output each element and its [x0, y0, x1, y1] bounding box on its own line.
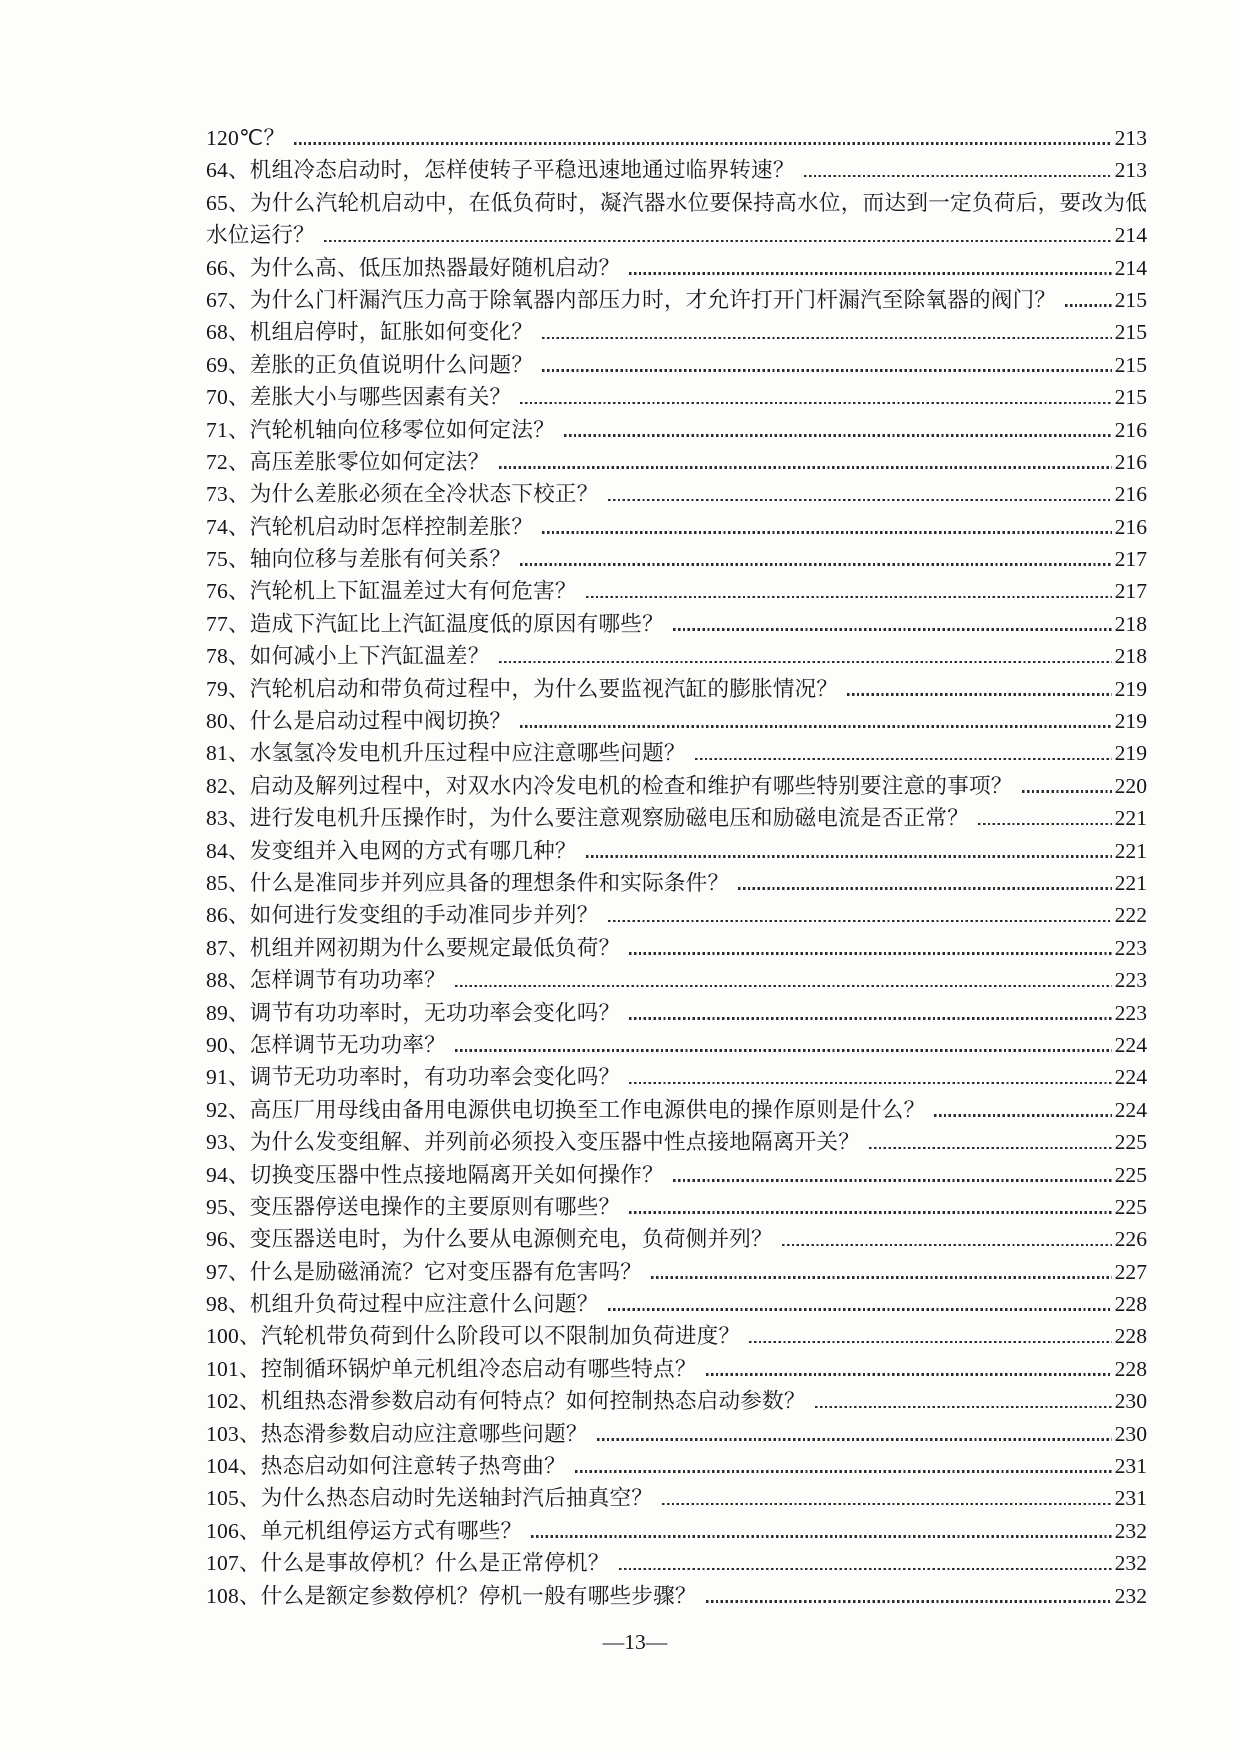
toc-entry-text: 81、水氢氢冷发电机升压过程中应注意哪些问题？ — [206, 741, 686, 766]
toc-entry — [206, 1450, 1147, 1482]
toc-entry — [206, 673, 1147, 705]
dot-leader — [629, 1082, 1111, 1085]
toc-entry-page-number: 217 — [1114, 547, 1147, 572]
dot-leader — [706, 1373, 1112, 1376]
toc-entry — [206, 414, 1147, 446]
toc-entry-text: 96、变压器送电时，为什么要从电源侧充电，负荷侧并列？ — [206, 1227, 773, 1252]
toc-entry — [206, 349, 1147, 381]
page-number-label: —13— — [602, 1630, 668, 1654]
toc-entry-page-number: 213 — [1114, 158, 1147, 183]
dot-leader — [520, 402, 1111, 405]
toc-entry — [206, 932, 1147, 964]
toc-entry — [206, 899, 1147, 931]
toc-entry-text: 93、为什么发变组解、并列前必须投入变压器中性点接地隔离开关？ — [206, 1130, 861, 1155]
toc-entry — [206, 1094, 1147, 1126]
toc-entry-text: 91、调节无功功率时，有功功率会变化吗？ — [206, 1065, 621, 1090]
toc-entry-page-number: 223 — [1114, 968, 1147, 993]
toc-entry-page-number: 228 — [1114, 1292, 1147, 1317]
toc-entry-text: 83、进行发电机升压操作时，为什么要注意观察励磁电压和励磁电流是否正常？ — [206, 806, 969, 831]
toc-entry-page-number: 216 — [1114, 482, 1147, 507]
toc-entry-text: 78、如何减小上下汽缸温差？ — [206, 644, 490, 669]
dot-leader — [542, 337, 1112, 340]
toc-entry — [206, 1159, 1147, 1191]
toc-entry-text: 76、汽轮机上下缸温差过大有何危害？ — [206, 579, 577, 604]
toc-entry-page-number: 221 — [1114, 838, 1147, 863]
toc-entry-text: 95、变压器停送电操作的主要原则有哪些？ — [206, 1194, 621, 1219]
toc-entry-text: 90、怎样调节无功功率？ — [206, 1032, 446, 1057]
dot-leader — [608, 499, 1112, 502]
toc-entry-text: 69、差胀的正负值说明什么问题？ — [206, 352, 534, 377]
toc-entry-page-number: 219 — [1114, 676, 1147, 701]
dot-leader — [520, 563, 1111, 566]
toc-entry-text: 79、汽轮机启动和带负荷过程中，为什么要监视汽缸的膨胀情况？ — [206, 676, 839, 701]
toc-entry — [206, 1353, 1147, 1385]
toc-entry-page-number: 215 — [1114, 385, 1147, 410]
toc-entry-text: 108、什么是额定参数停机？停机一般有哪些步骤？ — [206, 1583, 697, 1608]
toc-entry-text: 73、为什么差胀必须在全冷状态下校正？ — [206, 482, 599, 507]
toc-entry-page-number: 227 — [1114, 1259, 1147, 1284]
toc-entry-text: 65、为什么汽轮机启动中，在低负荷时，凝汽器水位要保持高水位，而达到一定负荷后，要改为低 — [206, 190, 1147, 215]
toc-entry-text: 89、调节有功功率时，无功功率会变化吗？ — [206, 1000, 621, 1025]
dot-leader — [782, 1244, 1112, 1247]
toc-entry — [206, 1418, 1147, 1450]
toc-entry — [206, 284, 1147, 316]
toc-entry-text: 70、差胀大小与哪些因素有关？ — [206, 385, 512, 410]
toc-entry — [206, 1482, 1147, 1514]
dot-leader — [629, 1017, 1111, 1020]
dot-leader — [673, 628, 1112, 631]
toc-entry-text: 72、高压差胀零位如何定法？ — [206, 449, 490, 474]
toc-entry-text: 102、机组热态滑参数启动有何特点？如何控制热态启动参数？ — [206, 1389, 806, 1414]
dot-leader — [706, 1600, 1112, 1603]
toc-entry-text: 68、机组启停时，缸胀如何变化？ — [206, 320, 534, 345]
dot-leader — [934, 1114, 1111, 1117]
toc-entry-page-number: 219 — [1114, 741, 1147, 766]
toc-entry — [206, 575, 1147, 607]
dot-leader — [695, 758, 1112, 761]
toc-entry-page-number: 222 — [1114, 903, 1147, 928]
dot-leader — [673, 1179, 1112, 1182]
dot-leader — [608, 1308, 1112, 1311]
toc-entry-text: 74、汽轮机启动时怎样控制差胀？ — [206, 514, 534, 539]
toc-entry-page-number: 225 — [1114, 1130, 1147, 1155]
toc-entry-text: 104、热态启动如何注意转子热弯曲？ — [206, 1454, 566, 1479]
toc-entry-page-number: 214 — [1114, 255, 1147, 280]
toc-entry — [206, 1320, 1147, 1352]
toc-entry-page-number: 232 — [1114, 1518, 1147, 1543]
toc-entry — [206, 1288, 1147, 1320]
toc-entry — [206, 1223, 1147, 1255]
dot-leader — [455, 985, 1112, 988]
toc-entry — [206, 478, 1147, 510]
dot-leader — [629, 1211, 1111, 1214]
dot-leader — [629, 272, 1111, 275]
dot-leader — [978, 823, 1112, 826]
toc-entry — [206, 1547, 1147, 1579]
dot-leader — [586, 596, 1112, 599]
toc-entry-text: 88、怎样调节有功功率？ — [206, 968, 446, 993]
toc-entry — [206, 154, 1147, 186]
toc-entry-text: 101、控制循环锅炉单元机组冷态启动有哪些特点？ — [206, 1356, 697, 1381]
toc-entry-page-number: 223 — [1114, 935, 1147, 960]
toc-entry — [206, 1515, 1147, 1547]
toc-entry-page-number: 223 — [1114, 1000, 1147, 1025]
toc-entry — [206, 446, 1147, 478]
dot-leader — [608, 920, 1112, 923]
toc-entry-page-number: 230 — [1114, 1421, 1147, 1446]
dot-leader — [586, 855, 1112, 858]
toc-entry — [206, 1256, 1147, 1288]
toc-entry-text: 82、启动及解列过程中，对双水内冷发电机的检查和维护有哪些特别要注意的事项？ — [206, 773, 1013, 798]
toc-entry-page-number: 221 — [1114, 870, 1147, 895]
toc-entry — [206, 705, 1147, 737]
toc-entry — [206, 1580, 1147, 1612]
toc-entry-page-number: 216 — [1114, 514, 1147, 539]
dot-leader — [294, 142, 1111, 145]
toc-entry-page-number: 220 — [1114, 773, 1147, 798]
toc-entry-text: 86、如何进行发变组的手动准同步并列？ — [206, 903, 599, 928]
toc-entry — [206, 316, 1147, 348]
dot-leader — [629, 952, 1111, 955]
toc-entry — [206, 835, 1147, 867]
toc-entry-text: 64、机组冷态启动时，怎样使转子平稳迅速地通过临界转速？ — [206, 158, 795, 183]
toc-entry-text: 80、什么是启动过程中阀切换？ — [206, 709, 512, 734]
dot-leader — [499, 661, 1112, 664]
toc-entry-text: 66、为什么高、低压加热器最好随机启动？ — [206, 255, 621, 280]
toc-entry-text: 67、为什么门杆漏汽压力高于除氧器内部压力时，才允许打开门杆漏汽至除氧器的阀门？ — [206, 287, 1057, 312]
toc-entry-page-number: 215 — [1114, 352, 1147, 377]
toc-entry-page-number: 216 — [1114, 417, 1147, 442]
toc-entry-page-number: 224 — [1114, 1065, 1147, 1090]
toc-entry-text: 87、机组并网初期为什么要规定最低负荷？ — [206, 935, 621, 960]
toc-entry — [206, 770, 1147, 802]
toc-entry-page-number: 232 — [1114, 1583, 1147, 1608]
toc-entry-text: 85、什么是准同步并列应具备的理想条件和实际条件？ — [206, 870, 730, 895]
toc-entry-text: 77、造成下汽缸比上汽缸温度低的原因有哪些？ — [206, 611, 664, 636]
dot-leader — [662, 1503, 1112, 1506]
dot-leader — [542, 369, 1112, 372]
toc-entry-page-number: 218 — [1114, 611, 1147, 636]
dot-leader — [1022, 790, 1112, 793]
toc-entry-text: 71、汽轮机轴向位移零位如何定法？ — [206, 417, 555, 442]
toc-entry — [206, 511, 1147, 543]
dot-leader — [499, 466, 1112, 469]
dot-leader — [564, 434, 1112, 437]
toc-entry — [206, 640, 1147, 672]
toc-entry-page-number: 228 — [1114, 1324, 1147, 1349]
toc-entry-text: 94、切换变压器中性点接地隔离开关如何操作？ — [206, 1162, 664, 1187]
dot-leader — [869, 1147, 1112, 1150]
dot-leader — [455, 1049, 1112, 1052]
toc-entry-text: 75、轴向位移与差胀有何关系？ — [206, 547, 512, 572]
toc-entry-page-number: 232 — [1114, 1551, 1147, 1576]
toc-entry-page-number: 230 — [1114, 1389, 1147, 1414]
toc-entry — [206, 543, 1147, 575]
toc-entry-text: 107、什么是事故停机？什么是正常停机？ — [206, 1551, 610, 1576]
toc-entry-page-number: 216 — [1114, 449, 1147, 474]
toc-entry-page-number: 225 — [1114, 1194, 1147, 1219]
dot-leader — [815, 1406, 1112, 1409]
toc-entry-text: 100、汽轮机带负荷到什么阶段可以不限制加负荷进度？ — [206, 1324, 741, 1349]
toc-entry-text: 97、什么是励磁涌流？它对变压器有危害吗？ — [206, 1259, 643, 1284]
dot-leader — [651, 1276, 1112, 1279]
dot-leader — [804, 175, 1112, 178]
dot-leader — [1065, 304, 1111, 307]
toc-entry — [206, 187, 1147, 219]
toc-entry-page-number: 221 — [1114, 806, 1147, 831]
toc-entry-page-number: 215 — [1114, 287, 1147, 312]
dot-leader — [619, 1568, 1112, 1571]
toc-entry — [206, 1029, 1147, 1061]
toc-entry — [206, 1385, 1147, 1417]
toc-entry-page-number: 213 — [1114, 126, 1147, 150]
dot-leader — [597, 1438, 1112, 1441]
dot-leader — [749, 1341, 1111, 1344]
toc-entry-page-number: 217 — [1114, 579, 1147, 604]
toc-entry — [206, 219, 1147, 251]
dot-leader — [738, 887, 1111, 890]
toc-entry — [206, 122, 1147, 154]
toc-entry-page-number: 215 — [1114, 320, 1147, 345]
dot-leader — [542, 531, 1112, 534]
toc-entry — [206, 964, 1147, 996]
toc-entry-page-number: 231 — [1114, 1486, 1147, 1511]
dot-leader — [531, 1535, 1111, 1538]
toc-entry — [206, 608, 1147, 640]
toc-entry — [206, 252, 1147, 284]
toc-entry — [206, 381, 1147, 413]
toc-entry-text: 84、发变组并入电网的方式有哪几种？ — [206, 838, 577, 863]
toc-entry-text: 106、单元机组停运方式有哪些？ — [206, 1518, 523, 1543]
toc-entry-page-number: 219 — [1114, 709, 1147, 734]
toc-entry-page-number: 214 — [1114, 223, 1147, 248]
dot-leader — [324, 240, 1112, 243]
toc-entry-text: 103、热态滑参数启动应注意哪些问题？ — [206, 1421, 588, 1446]
toc-entry — [206, 737, 1147, 769]
toc-entry — [206, 802, 1147, 834]
dot-leader — [575, 1470, 1112, 1473]
toc-entry-page-number: 226 — [1114, 1227, 1147, 1252]
toc-entry-text: 98、机组升负荷过程中应注意什么问题？ — [206, 1292, 599, 1317]
table-of-contents — [206, 122, 1147, 1612]
toc-entry-text: 水位运行？ — [206, 223, 315, 248]
toc-entry — [206, 1061, 1147, 1093]
toc-entry-page-number: 228 — [1114, 1356, 1147, 1381]
toc-entry-text: 105、为什么热态启动时先送轴封汽后抽真空？ — [206, 1486, 654, 1511]
toc-entry — [206, 997, 1147, 1029]
dot-leader — [847, 693, 1111, 696]
toc-entry-page-number: 218 — [1114, 644, 1147, 669]
toc-entry-page-number: 225 — [1114, 1162, 1147, 1187]
toc-entry-page-number: 231 — [1114, 1454, 1147, 1479]
dot-leader — [520, 725, 1111, 728]
page-footer — [0, 1628, 1240, 1656]
toc-entry — [206, 867, 1147, 899]
toc-entry-text: 120℃？ — [206, 126, 286, 150]
toc-entry — [206, 1126, 1147, 1158]
toc-entry-text: 92、高压厂用母线由备用电源供电切换至工作电源供电的操作原则是什么？ — [206, 1097, 926, 1122]
toc-entry-page-number: 224 — [1114, 1097, 1147, 1122]
toc-entry — [206, 1191, 1147, 1223]
toc-entry-page-number: 224 — [1114, 1032, 1147, 1057]
